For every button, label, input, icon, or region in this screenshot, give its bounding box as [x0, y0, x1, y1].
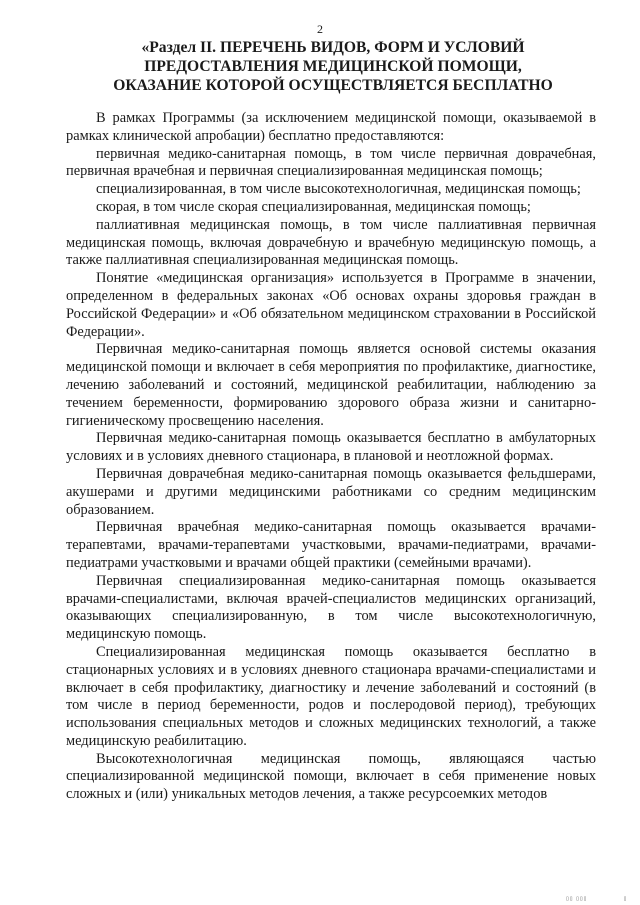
- heading-line: ОКАЗАНИЕ КОТОРОЙ ОСУЩЕСТВЛЯЕТСЯ БЕСПЛАТНО: [113, 77, 553, 94]
- paragraph: В рамках Программы (за исключением медицинской помощи, оказываемой в рамках клинической апробации) бесплатно предоставляются:: [66, 110, 596, 144]
- paragraph: Первичная доврачебная медико-санитарная помощь оказывается фельдшерами, акушерами и другими медицинскими работниками со средним медицинским образованием.: [66, 465, 596, 518]
- section-heading: [60, 38, 606, 95]
- heading-line: «Раздел II. ПЕРЕЧЕНЬ ВИДОВ, ФОРМ И УСЛОВИЙ: [141, 39, 525, 56]
- body-text: [66, 110, 596, 804]
- paragraph: паллиативная медицинская помощь, в том числе паллиативная первичная медицинская помощь, включая доврачебную и врачебную медицинскую помощь, а также паллиативная специализированная медицинская помощь.: [66, 216, 596, 269]
- scan-artifact: ▯▯ ▯▯▯ ▯: [566, 896, 628, 902]
- paragraph: скорая, в том числе скорая специализированная, медицинская помощь;: [96, 198, 531, 215]
- paragraph: Понятие «медицинская организация» используется в Программе в значении, определенном в федеральных законах «Об основах охраны здоровья граждан в Российской Федерации» и «Об обязательном медицинском страховании в Российской Федерации».: [66, 270, 596, 340]
- paragraph: специализированная, в том числе высокотехнологичная, медицинская помощь;: [96, 181, 581, 198]
- paragraph: Высокотехнологичная медицинская помощь, являющаяся частью специализированной медицинской помощи, включает в себя применение новых сложных и (или) уникальных методов лечения, а также ресурсоемких методов: [66, 750, 596, 803]
- page-number: 2: [317, 22, 323, 36]
- paragraph: Первичная специализированная медико-санитарная помощь оказывается врачами-специалистами, включая врачей-специалистов медицинских организаций, оказывающих специализированную, в том числе высокотехнологичную, медицинскую помощь.: [66, 572, 596, 643]
- paragraph: Первичная медико-санитарная помощь оказывается бесплатно в амбулаторных условиях и в условиях дневного стационара, в плановой и неотложной формах.: [66, 430, 596, 465]
- paragraph: Первичная медико-санитарная помощь является основой системы оказания медицинской помощи и включает в себя мероприятия по профилактике, диагностике, лечению заболеваний и состояний, медицинской реабилитации, наблюдению за течением беременности, формированию здорового образа жизни и санитарно-гигиеническому просвещению населения.: [66, 341, 596, 429]
- paragraph: Первичная врачебная медико-санитарная помощь оказывается врачами-терапевтами, врачами-терапевтами участковыми, врачами-педиатрами, врачами-педиатрами участковыми и врачами общей практики (семейными врачами).: [66, 519, 596, 571]
- paragraph: первичная медико-санитарная помощь, в том числе первичная доврачебная, первичная врачебная и первичная специализированная медицинская помощь;: [66, 145, 596, 180]
- paragraph: Специализированная медицинская помощь оказывается бесплатно в стационарных условиях и в условиях дневного стационара врачами-специалистами и включает в себя профилактику, диагностику и лечение заболеваний и состояний (в том числе в период беременности, родов и послеродовой период), требующих использования специальных методов и сложных медицинских технологий, а также медицинскую реабилитацию.: [66, 643, 596, 749]
- heading-line: ПРЕДОСТАВЛЕНИЯ МЕДИЦИНСКОЙ ПОМОЩИ,: [144, 58, 522, 75]
